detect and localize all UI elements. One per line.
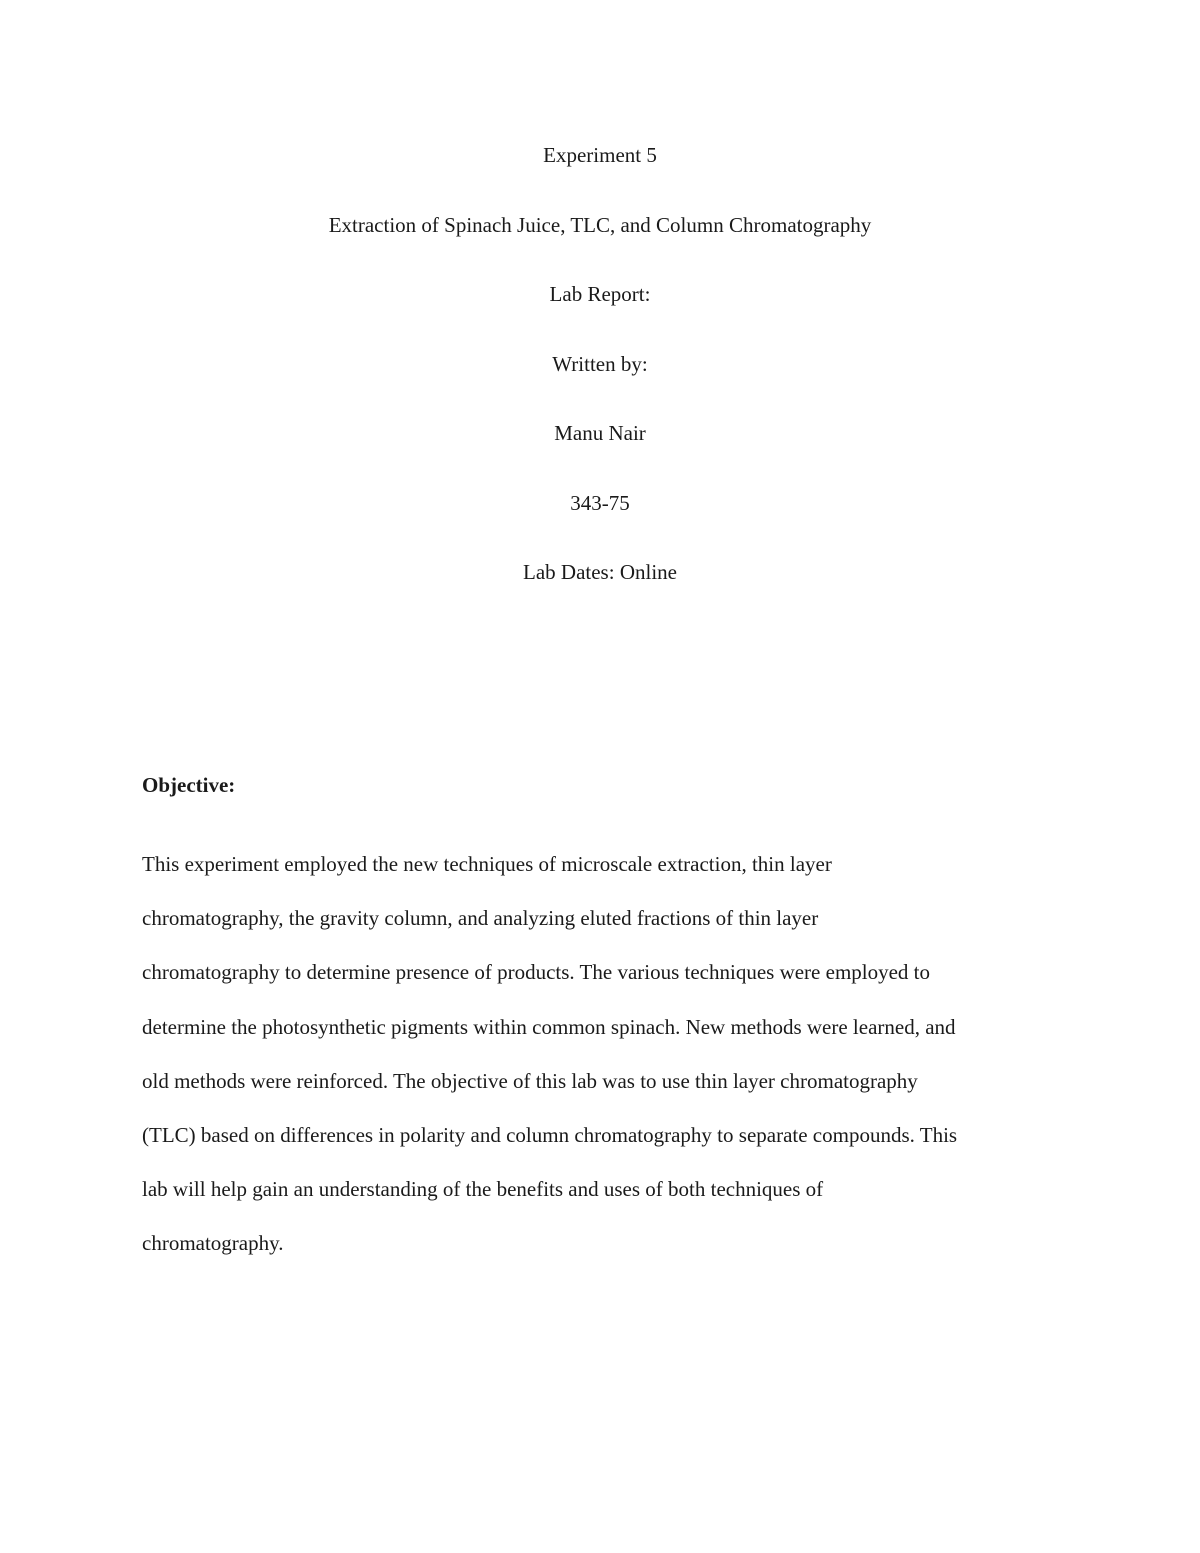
paragraph-line: determine the photosynthetic pigments within common spinach. New methods were learned, and xyxy=(142,1014,956,1039)
paragraph-line: This experiment employed the new techniques of microscale extraction, thin layer xyxy=(142,852,832,876)
paragraph-line: (TLC) based on differences in polarity and column chromatography to separate compounds. This xyxy=(142,1122,958,1147)
paragraph-line: chromatography. xyxy=(142,1231,284,1256)
objective-paragraph xyxy=(142,837,1062,1271)
report-title: Extraction of Spinach Juice, TLC, and Column Chromatography xyxy=(328,212,872,237)
paragraph-line: chromatography to determine presence of products. The various techniques were employed to xyxy=(142,960,931,985)
section-number: 343-75 xyxy=(570,490,630,515)
lab-dates: Lab Dates: Online xyxy=(523,560,677,584)
objective-heading: Objective: xyxy=(142,773,236,797)
title-block xyxy=(0,140,1200,627)
written-by-label: Written by: xyxy=(552,351,648,376)
experiment-number: Experiment 5 xyxy=(543,143,657,167)
author-name: Manu Nair xyxy=(554,421,646,445)
paragraph-line: lab will help gain an understanding of the benefits and uses of both techniques of xyxy=(142,1177,824,1202)
paragraph-line: old methods were reinforced. The objective of this lab was to use thin layer chromatography xyxy=(142,1068,918,1093)
paragraph-line: chromatography, the gravity column, and analyzing eluted fractions of thin layer xyxy=(142,906,819,931)
report-type: Lab Report: xyxy=(549,282,651,306)
